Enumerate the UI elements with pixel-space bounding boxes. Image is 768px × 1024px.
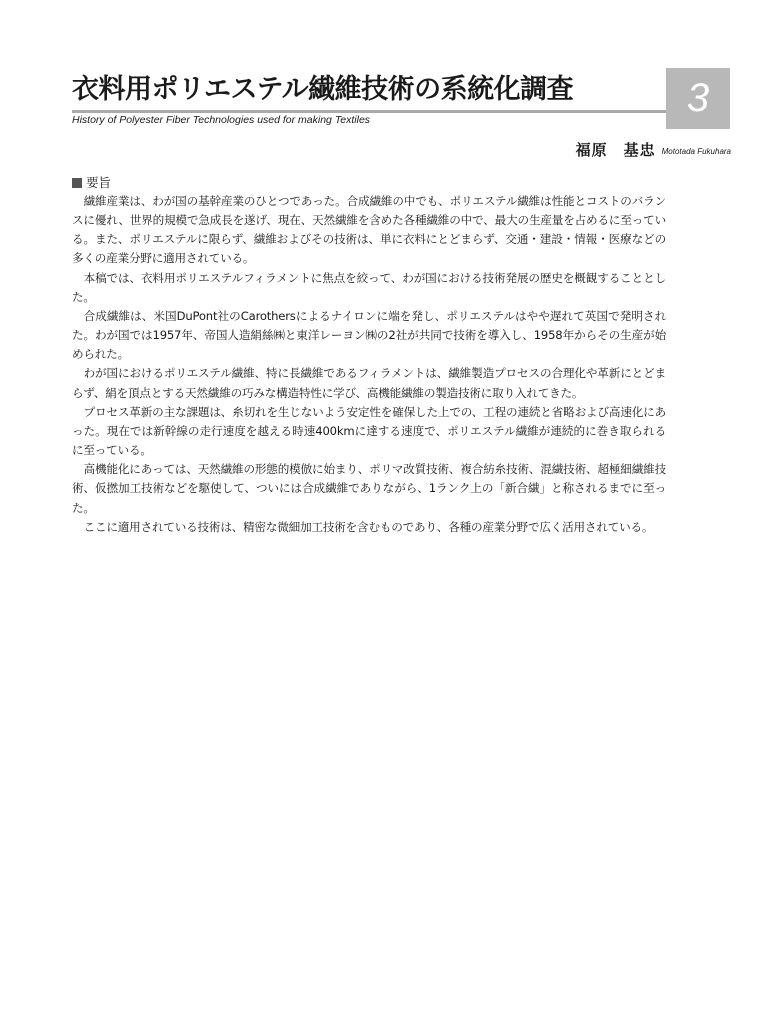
english-subtitle: History of Polyester Fiber Technologies used for making Textiles <box>72 114 371 126</box>
author-name-japanese: 福原 基忠 <box>575 141 656 159</box>
summary-paragraph: 繊維産業は、わが国の基幹産業のひとつであった。合成繊維の中でも、ポリエステル繊維は性能とコストのバランスに優れ、世界的規模で急成長を遂げ、現在、天然繊維を含めた各種繊維の中で、最大の生産量を占めるに至っている。また、ポリエステルに限らず、繊維およびその技術は、単に衣料にとどまらず、交通・建設・情報・医療などの多くの産業分野に適用されている。 <box>72 194 666 266</box>
chapter-number-badge: 3 <box>666 68 730 129</box>
summary-heading-label: 要旨 <box>86 175 112 190</box>
summary-paragraph: 高機能化にあっては、天然繊維の形態的模倣に始まり、ポリマ改質技術、複合紡糸技術、混繊技術、超極細繊維技術、仮撚加工技術などを駆使して、ついには合成繊維でありながら、1ランク上の「新合繊」と称されるまでに至った。 <box>72 462 666 515</box>
author-line <box>576 139 731 160</box>
summary-heading <box>72 174 111 192</box>
summary-paragraph: わが国におけるポリエステル繊維、特に長繊維であるフィラメントは、繊維製造プロセスの合理化や革新にとどまらず、絹を頂点とする天然繊維の巧みな構造特性に学び、高機能繊維の製造技術に取り入れてきた。 <box>72 366 666 400</box>
page-title: 衣料用ポリエステル繊維技術の系統化調査 <box>72 74 574 105</box>
summary-body <box>72 192 666 537</box>
square-bullet-icon <box>72 178 82 188</box>
summary-paragraph: 本稿では、衣料用ポリエステルフィラメントに焦点を絞って、わが国における技術発展の歴史を概観することとした。 <box>72 270 666 304</box>
summary-paragraph: プロセス革新の主な課題は、糸切れを生じないよう安定性を確保した上での、工程の連続と省略および高速化にあった。現在では新幹線の走行速度を越える時速400kmに達する速度で、ポリエステル繊維が連続的に巻き取られるに至っている。 <box>72 404 666 458</box>
author-name-english: Mototada Fukuhara <box>661 147 731 156</box>
summary-paragraph: 合成繊維は、米国DuPont社のCarothersによるナイロンに端を発し、ポリエステルはやや遅れて英国で発明された。わが国では1957年、帝国人造絹絲㈱と東洋レーヨン㈱の2社が共同で技術を導入し、1958年からその生産が始められた。 <box>72 308 666 362</box>
summary-paragraph: ここに適用されている技術は、精密な微細加工技術を含むものであり、各種の産業分野で広く活用されている。 <box>83 519 654 534</box>
